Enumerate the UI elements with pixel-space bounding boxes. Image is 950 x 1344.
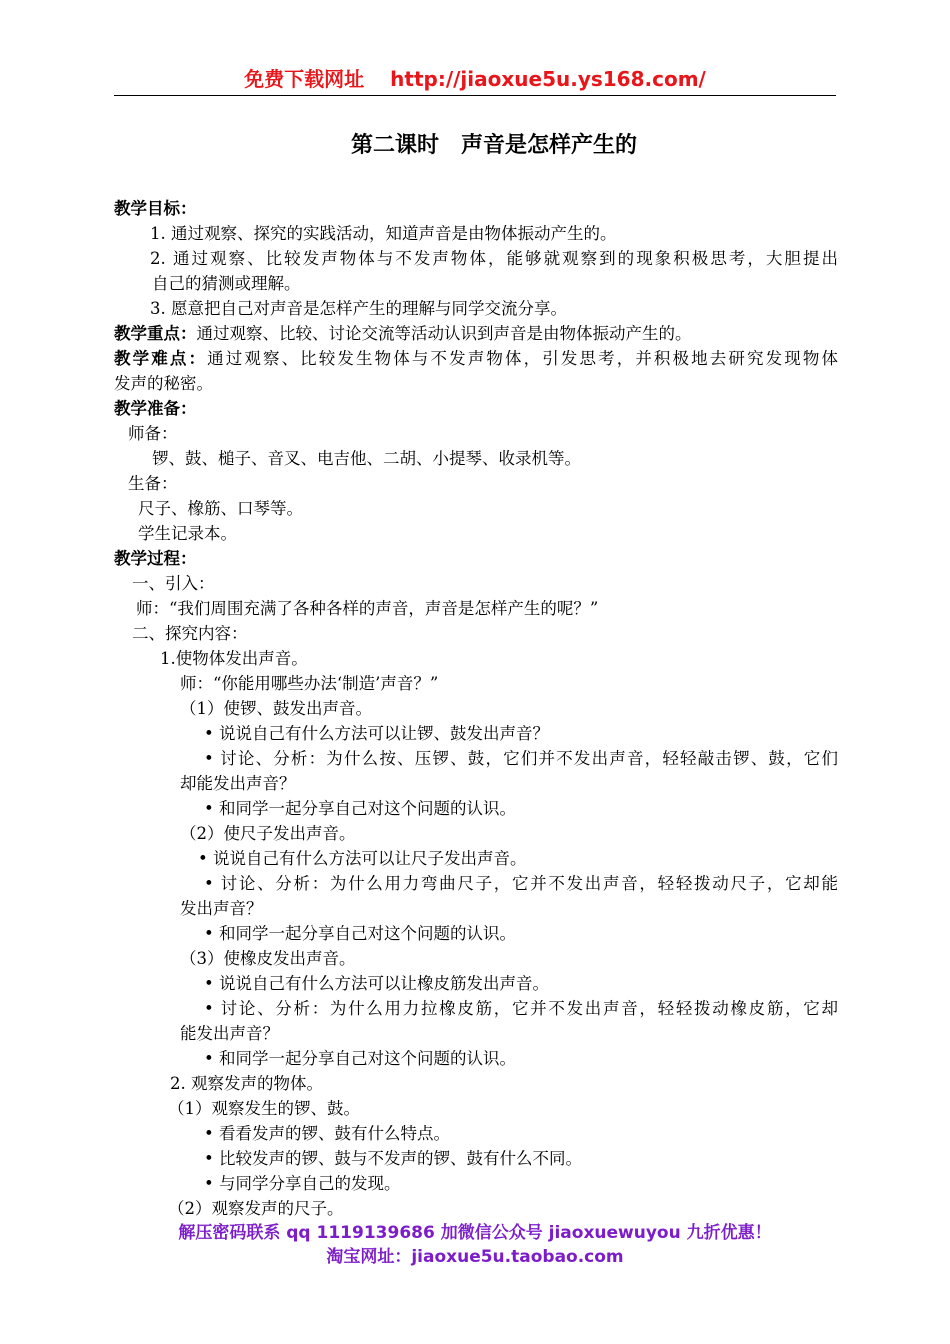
bullet-item-cont: 却能发出声音？ bbox=[180, 774, 296, 793]
footer-taobao-link[interactable]: 淘宝网址：jiaoxue5u.taobao.com bbox=[326, 1247, 624, 1267]
process-heading: 教学过程： bbox=[114, 549, 197, 568]
page-title bbox=[114, 128, 874, 162]
bullet-item-cont: 发出声音？ bbox=[180, 899, 263, 918]
teacher-prep-label: 师备： bbox=[128, 424, 178, 443]
header-divider bbox=[114, 95, 836, 96]
teacher-prep-items: 锣、鼓、槌子、音叉、电吉他、二胡、小提琴、收录机等。 bbox=[152, 449, 581, 468]
bullet-item: • 和同学一起分享自己对这个问题的认识。 bbox=[204, 1049, 516, 1068]
bullet-item: • 比较发声的锣、鼓与不发声的锣、鼓有什么不同。 bbox=[204, 1149, 582, 1168]
bullet-item: • 和同学一起分享自己对这个问题的认识。 bbox=[204, 924, 516, 943]
preparation-heading: 教学准备： bbox=[114, 399, 197, 418]
title-lesson: 第二课时 bbox=[350, 132, 439, 158]
bullet-item: • 说说自己有什么方法可以让橡皮筋发出声音。 bbox=[204, 974, 549, 993]
difficulty bbox=[114, 346, 838, 371]
key-point-heading: 教学重点： bbox=[114, 324, 197, 343]
bullet-item: • 说说自己有什么方法可以让尺子发出声音。 bbox=[198, 849, 527, 868]
step-heading: 1.使物体发出声音。 bbox=[160, 649, 308, 668]
objective-item: 3. 愿意把自己对声音是怎样产生的理解与同学交流分享。 bbox=[150, 299, 567, 318]
document-body bbox=[114, 196, 838, 1221]
student-prep-label: 生备： bbox=[128, 474, 178, 493]
objective-item: 1. 通过观察、探究的实践活动，知道声音是由物体振动产生的。 bbox=[150, 224, 617, 243]
bullet-item: • 和同学一起分享自己对这个问题的认识。 bbox=[204, 799, 516, 818]
process-intro: 一、引入： bbox=[132, 574, 215, 593]
process-explore: 二、探究内容： bbox=[132, 624, 248, 643]
bullet-item: • 看看发声的锣、鼓有什么特点。 bbox=[204, 1124, 450, 1143]
difficulty-heading: 教学难点： bbox=[114, 349, 208, 368]
objectives-heading: 教学目标： bbox=[114, 199, 197, 218]
page-header bbox=[114, 62, 836, 96]
sub-step: （1）使锣、鼓发出声音。 bbox=[180, 699, 372, 718]
header-url-link[interactable]: http://jiaoxue5u.ys168.com/ bbox=[390, 67, 706, 91]
bullet-item-cont: 能发出声音？ bbox=[180, 1024, 279, 1043]
objective-item-cont: 自己的猜测或理解。 bbox=[152, 274, 301, 293]
header-label: 免费下载网址 bbox=[244, 67, 365, 91]
process-intro-question: 师：“我们周围充满了各种各样的声音，声音是怎样产生的呢？” bbox=[136, 599, 599, 618]
sub-step: （2）使尺子发出声音。 bbox=[180, 824, 356, 843]
difficulty-text: 通过观察、比较发生物体与不发声物体，引发思考，并积极地去研究发现物体 bbox=[207, 349, 839, 368]
footer-contact: 解压密码联系 qq 1119139686 加微信公众号 jiaoxuewuyou 九折优惠！ bbox=[178, 1223, 772, 1243]
title-topic: 声音是怎样产生的 bbox=[461, 132, 638, 158]
bullet-item: • 讨论、分析：为什么按、压锣、鼓，它们并不发出声音，轻轻敲击锣、鼓，它们 bbox=[204, 749, 838, 768]
teacher-question: 师：“你能用哪些办法‘制造’声音？” bbox=[180, 674, 439, 693]
step-heading: 2. 观察发声的物体。 bbox=[170, 1074, 323, 1093]
bullet-item: • 说说自己有什么方法可以让锣、鼓发出声音？ bbox=[204, 724, 549, 743]
key-point bbox=[114, 321, 838, 346]
key-point-text: 通过观察、比较、讨论交流等活动认识到声音是由物体振动产生的。 bbox=[196, 324, 692, 343]
difficulty-text-cont: 发声的秘密。 bbox=[114, 374, 213, 393]
objective-item: 2. 通过观察、比较发声物体与不发声物体，能够就观察到的现象积极思考，大胆提出 bbox=[150, 249, 838, 268]
sub-step: （3）使橡皮发出声音。 bbox=[180, 949, 356, 968]
bullet-item: • 与同学分享自己的发现。 bbox=[204, 1174, 401, 1193]
student-prep-record: 学生记录本。 bbox=[138, 524, 237, 543]
sub-step: （1）观察发生的锣、鼓。 bbox=[168, 1099, 360, 1118]
bullet-item: • 讨论、分析：为什么用力弯曲尺子，它并不发出声音，轻轻拨动尺子，它却能 bbox=[204, 874, 838, 893]
bullet-item: • 讨论、分析：为什么用力拉橡皮筋，它并不发出声音，轻轻拨动橡皮筋，它却 bbox=[204, 999, 838, 1018]
student-prep-items: 尺子、橡筋、口琴等。 bbox=[138, 499, 303, 518]
sub-step: （2）观察发声的尺子。 bbox=[168, 1199, 344, 1218]
